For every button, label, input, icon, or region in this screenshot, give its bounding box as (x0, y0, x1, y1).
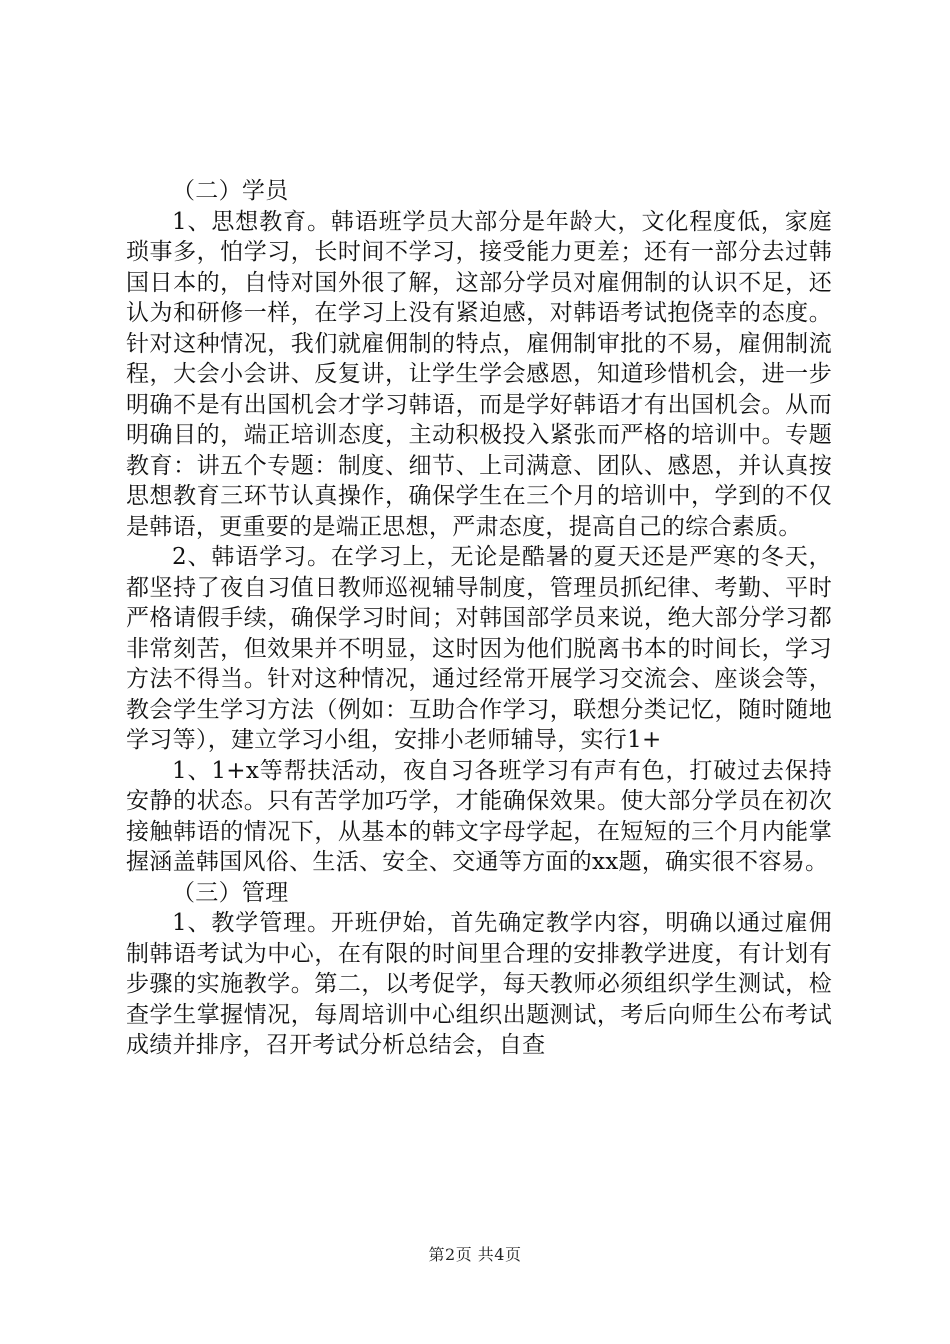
paragraph-korean-study: 2、韩语学习。在学习上，无论是酷暑的夏天还是严寒的冬天，都坚持了夜自习值日教师巡视辅导制度，管理员抓纪律、考勤、平时严格请假手续，确保学习时间；对韩国部学员来说，绝大部分学习都非常刻苦，但效果并不明显，这时因为他们脱离书本的时间长，学习方法不得当。针对这种情况，通过经常开展学习交流会、座谈会等，教会学生学习方法（例如：互助合作学习，联想分类记忆，随时随地学习等），建立学习小组，安排小老师辅导，实行1+ (126, 544, 832, 753)
section-heading-students: （二）学员 (172, 178, 289, 204)
paragraph-mutual-help: 1、1+x等帮扶活动，夜自习各班学习有声有色，打破过去保持安静的状态。只有苦学加巧学，才能确保效果。使大部分学员在初次接触韩语的情况下，从基本的韩文字母学起，在短短的三个月内能掌握涵盖韩国风俗、生活、安全、交通等方面的xx题，确实很不容易。 (126, 757, 832, 875)
section-heading-management: （三）管理 (172, 879, 289, 906)
paragraph-ideological-education: 1、思想教育。韩语班学员大部分是年龄大，文化程度低，家庭琐事多，怕学习，长时间不学习，接受能力更差；还有一部分去过韩国日本的，自恃对国外很了解，这部分学员对雇佣制的认识不足，还认为和研修一样，在学习上没有紧迫感，对韩语考试抱侥幸的态度。针对这种情况，我们就雇佣制的特点，雇佣制审批的不易，雇佣制流程，大会小会讲、反复讲，让学生学会感恩，知道珍惜机会，进一步明确不是有出国机会才学习韩语，而是学好韩语才有出国机会。从而明确目的，端正培训态度，主动积极投入紧张而严格的培训中。专题教育：讲五个专题：制度、细节、上司满意、团队、感恩，并认真按思想教育三环节认真操作，确保学生在三个月的培训中，学到的不仅是韩语，更重要的是端正思想，严肃态度，提高自己的综合素质。 (126, 208, 832, 540)
document-body (126, 176, 832, 1061)
paragraph-teaching-management: 1、教学管理。开班伊始，首先确定教学内容，明确以通过雇佣制韩语考试为中心，在有限的时间里合理的安排教学进度，有计划有步骤的实施教学。第二，以考促学，每天教师必须组织学生测试，检查学生掌握情况，每周培训中心组织出题测试，考后向师生公布考试成绩并排序，召开考试分析总结会，自查 (126, 910, 832, 1058)
page-footer: 第2页 共4页 (428, 1245, 522, 1264)
